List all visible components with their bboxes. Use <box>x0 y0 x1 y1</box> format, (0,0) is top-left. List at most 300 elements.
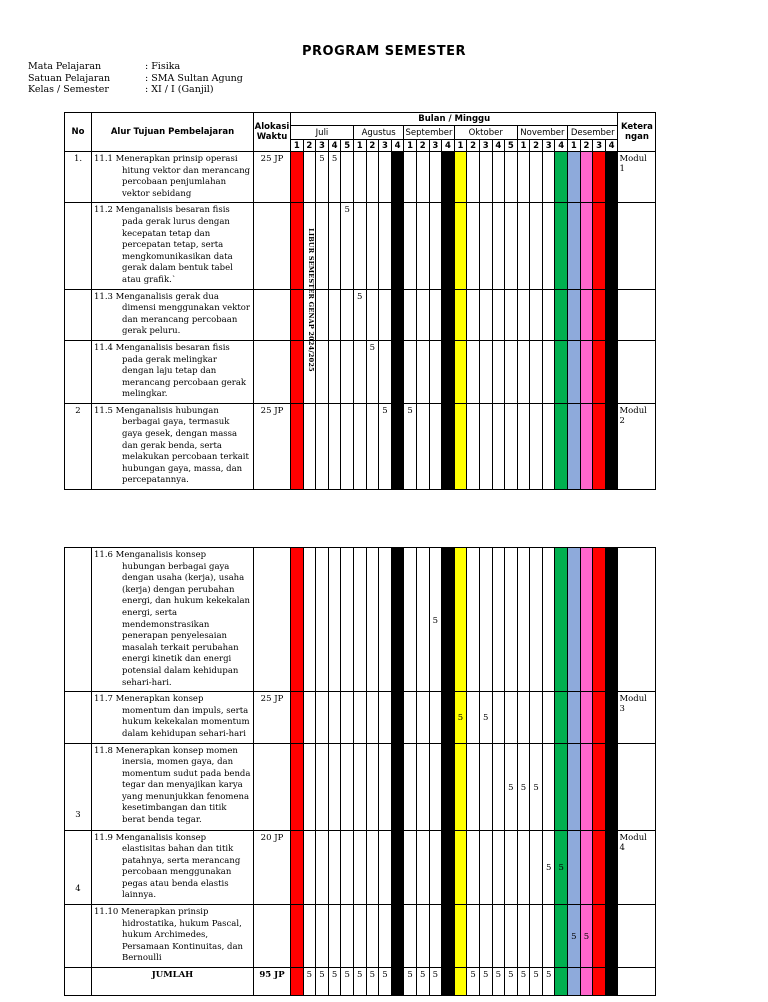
module-note: Modul 2 <box>618 403 656 489</box>
schedule-mark: 5 <box>391 403 404 489</box>
week-cell <box>542 905 555 968</box>
week-cell <box>467 340 480 403</box>
row-number <box>65 548 92 692</box>
week-cell <box>517 905 530 968</box>
week-cell <box>593 340 606 403</box>
week-cell <box>303 548 316 692</box>
info-label: Mata Pelajaran <box>28 61 102 72</box>
week-cell <box>404 905 417 968</box>
week-cell <box>404 548 417 692</box>
learning-goal: 11.10 Menerapkan prinsip hidrostatika, hukum Pascal, hukum Archimedes, Persamaan Kontinuitas, dan Bernoulli <box>92 905 254 968</box>
week-cell <box>454 340 467 403</box>
week-cell <box>568 152 581 203</box>
week-cell <box>429 830 442 905</box>
week-cell <box>530 340 543 403</box>
week-cell <box>353 152 366 203</box>
week-cell <box>429 289 442 340</box>
row-number <box>65 905 92 968</box>
week-cell <box>366 905 379 968</box>
week-cell <box>580 289 593 340</box>
week-cell <box>404 692 417 743</box>
week-cell <box>366 152 379 203</box>
schedule-mark: 5 <box>505 743 518 830</box>
week-cell <box>303 743 316 830</box>
total-mark: 5 <box>492 968 505 996</box>
week-cell <box>442 692 455 743</box>
week-header: 2 <box>416 140 429 152</box>
week-cell <box>492 152 505 203</box>
week-cell <box>303 830 316 905</box>
week-cell <box>416 403 429 489</box>
learning-goal: 11.3 Menganalisis gerak dua dimensi menggunakan vektor dan merancang percobaan gerak peluru. <box>92 289 254 340</box>
week-cell <box>341 830 354 905</box>
total-blank <box>65 968 92 996</box>
table-row <box>65 830 656 905</box>
week-cell <box>454 905 467 968</box>
week-header: 5 <box>505 140 518 152</box>
holiday-label: LIBUR SEMESTER GENAP 2024/2025 <box>307 228 315 372</box>
week-cell <box>341 692 354 743</box>
info-label: Kelas / Semester <box>28 84 109 95</box>
total-mark: 5 <box>341 968 354 996</box>
module-note <box>618 548 656 692</box>
table-row <box>65 905 656 968</box>
week-cell <box>530 289 543 340</box>
learning-goal: 11.2 Menganalisis besaran fisis pada gerak lurus dengan kecepatan tetap dan percepatan tetap, serta mengkomunikasikan data gerak dalam bentuk tabel atau grafik.` <box>92 203 254 289</box>
week-cell <box>404 340 417 403</box>
row-number <box>65 340 92 403</box>
week-cell <box>479 403 492 489</box>
week-header: 1 <box>454 140 467 152</box>
week-cell <box>555 203 568 289</box>
week-cell <box>404 743 417 830</box>
month-header: Juli <box>291 126 354 140</box>
week-cell <box>328 548 341 692</box>
week-cell <box>517 548 530 692</box>
week-header: 2 <box>530 140 543 152</box>
week-cell <box>379 830 392 905</box>
week-header: 3 <box>316 140 329 152</box>
week-cell <box>328 905 341 968</box>
week-cell <box>580 203 593 289</box>
learning-goal: 11.4 Menganalisis besaran fisis pada gerak melingkar dengan laju tetap dan merancang percobaan gerak melingkar. <box>92 340 254 403</box>
week-cell <box>404 152 417 203</box>
week-cell <box>530 203 543 289</box>
week-cell <box>542 203 555 289</box>
week-cell <box>593 905 606 968</box>
schedule-mark: 5 <box>353 289 366 340</box>
week-cell <box>555 289 568 340</box>
total-mark: 5 <box>366 968 379 996</box>
total-mark: 5 <box>303 968 316 996</box>
week-cell <box>379 152 392 203</box>
week-cell <box>291 403 304 489</box>
table-row <box>65 403 656 489</box>
learning-goal: 11.8 Menerapkan konsep momen inersia, momen gaya, dan momentum sudut pada benda tegar dan menyajikan karya yang menunjukkan fenomena kesetimbangan dan titik berat benda tegar. <box>92 743 254 830</box>
week-cell <box>416 152 429 203</box>
week-cell <box>379 905 392 968</box>
week-cell <box>442 905 455 968</box>
week-cell <box>379 340 392 403</box>
week-cell <box>542 548 555 692</box>
week-cell <box>593 403 606 489</box>
row-number: 3 <box>65 743 92 830</box>
week-header: 4 <box>328 140 341 152</box>
table-row <box>65 289 656 340</box>
week-cell <box>605 403 618 489</box>
row-number <box>65 289 92 340</box>
week-cell <box>391 830 404 905</box>
week-cell <box>328 203 341 289</box>
week-cell <box>555 340 568 403</box>
week-cell <box>530 403 543 489</box>
info-value: : XI / I (Ganjil) <box>145 84 214 95</box>
week-cell <box>303 152 316 203</box>
week-cell <box>353 692 366 743</box>
week-cell <box>568 289 581 340</box>
total-week-cell <box>568 968 581 996</box>
row-number <box>65 203 92 289</box>
total-mark: 5 <box>467 968 480 996</box>
alokasi-header: Alokasi Waktu <box>254 113 291 152</box>
week-cell <box>555 548 568 692</box>
week-cell <box>517 403 530 489</box>
week-cell <box>542 340 555 403</box>
total-mark: 5 <box>530 968 543 996</box>
week-cell <box>404 289 417 340</box>
time-allocation: 20 JP <box>254 830 291 905</box>
week-cell <box>391 152 404 203</box>
week-cell <box>353 548 366 692</box>
week-cell <box>605 692 618 743</box>
week-cell <box>416 203 429 289</box>
row-number: 1. <box>65 152 92 203</box>
week-cell <box>416 289 429 340</box>
week-cell <box>530 548 543 692</box>
week-cell <box>479 152 492 203</box>
week-cell <box>366 548 379 692</box>
week-cell <box>568 340 581 403</box>
week-cell <box>366 743 379 830</box>
time-allocation: 25 JP <box>254 152 291 203</box>
table-row <box>65 548 656 692</box>
week-cell <box>467 289 480 340</box>
week-cell <box>492 340 505 403</box>
week-cell <box>328 830 341 905</box>
table-row <box>65 340 656 403</box>
week-cell <box>316 692 329 743</box>
total-mark: 5 <box>353 968 366 996</box>
week-header: 1 <box>291 140 304 152</box>
week-header: 3 <box>429 140 442 152</box>
week-cell <box>379 203 392 289</box>
week-cell <box>416 548 429 692</box>
week-cell <box>341 403 354 489</box>
total-time: 95 JP <box>254 968 291 996</box>
learning-goal: 11.9 Menganalisis konsep elastisitas bahan dan titik patahnya, serta merancang percobaan menggunakan pegas atau benda elastis lainnya. <box>92 830 254 905</box>
total-week-cell <box>555 968 568 996</box>
week-cell <box>429 152 442 203</box>
schedule-mark: 5 <box>568 905 581 968</box>
week-cell <box>605 548 618 692</box>
week-cell <box>467 905 480 968</box>
week-cell <box>303 905 316 968</box>
week-cell <box>291 152 304 203</box>
week-cell <box>505 403 518 489</box>
week-cell <box>429 340 442 403</box>
week-cell <box>568 403 581 489</box>
week-cell <box>542 152 555 203</box>
week-cell <box>454 743 467 830</box>
week-cell <box>568 743 581 830</box>
week-cell <box>442 403 455 489</box>
week-cell <box>379 289 392 340</box>
week-cell <box>353 830 366 905</box>
row-number: 4 <box>65 830 92 905</box>
week-cell <box>517 203 530 289</box>
total-mark: 5 <box>429 968 442 996</box>
module-note <box>618 340 656 403</box>
schedule-mark: 5 <box>530 743 543 830</box>
week-cell <box>391 203 404 289</box>
time-allocation <box>254 548 291 692</box>
week-cell <box>467 548 480 692</box>
week-cell <box>391 743 404 830</box>
week-cell <box>505 152 518 203</box>
week-header: 4 <box>391 140 404 152</box>
week-cell <box>492 743 505 830</box>
week-cell <box>467 692 480 743</box>
page-title: PROGRAM SEMESTER <box>302 44 466 59</box>
row-number <box>65 692 92 743</box>
week-header: 1 <box>568 140 581 152</box>
week-cell <box>316 203 329 289</box>
module-note: Modul 1 <box>618 152 656 203</box>
total-row <box>65 968 656 996</box>
row-number: 2 <box>65 403 92 489</box>
total-week-cell <box>605 968 618 996</box>
week-cell <box>580 403 593 489</box>
week-cell <box>328 692 341 743</box>
week-header: 1 <box>353 140 366 152</box>
week-cell <box>316 830 329 905</box>
week-header: 2 <box>303 140 316 152</box>
week-cell <box>542 743 555 830</box>
week-cell <box>555 905 568 968</box>
month-header: November <box>517 126 567 140</box>
week-cell <box>542 403 555 489</box>
total-mark: 5 <box>416 968 429 996</box>
week-cell <box>593 692 606 743</box>
week-cell <box>492 403 505 489</box>
total-mark: 5 <box>404 968 417 996</box>
week-cell <box>605 905 618 968</box>
week-cell <box>291 692 304 743</box>
week-cell <box>605 289 618 340</box>
week-cell <box>580 340 593 403</box>
week-cell <box>479 830 492 905</box>
week-cell <box>542 692 555 743</box>
week-header: 2 <box>580 140 593 152</box>
total-note <box>618 968 656 996</box>
week-header: 3 <box>379 140 392 152</box>
week-cell <box>542 289 555 340</box>
week-cell <box>416 905 429 968</box>
week-cell <box>580 692 593 743</box>
week-cell <box>517 692 530 743</box>
week-cell <box>353 743 366 830</box>
week-cell <box>568 203 581 289</box>
week-cell <box>404 830 417 905</box>
week-cell <box>605 743 618 830</box>
week-cell <box>391 905 404 968</box>
info-value: : Fisika <box>145 61 181 72</box>
week-cell <box>366 203 379 289</box>
week-cell <box>479 340 492 403</box>
module-note <box>618 289 656 340</box>
total-mark: 5 <box>505 968 518 996</box>
week-cell <box>404 203 417 289</box>
week-cell <box>316 403 329 489</box>
schedule-mark: 5 <box>379 403 392 489</box>
week-cell <box>605 830 618 905</box>
time-allocation: 25 JP <box>254 692 291 743</box>
week-cell <box>479 289 492 340</box>
schedule-mark: 5 <box>429 548 442 692</box>
week-header: 1 <box>517 140 530 152</box>
week-cell <box>568 830 581 905</box>
week-cell <box>593 743 606 830</box>
week-cell <box>442 152 455 203</box>
table-row <box>65 203 656 289</box>
learning-goal: 11.6 Menganalisis konsep hubungan berbagai gaya dengan usaha (kerja), usaha (kerja) dengan perubahan energi, dan hukum kekekalan energi, serta mendemonstrasikan penerapan penyelesaian masalah terkait perubahan energi kinetik dan energi potensial dalam kehidupan sehari-hari. <box>92 548 254 692</box>
module-note <box>618 905 656 968</box>
time-allocation <box>254 743 291 830</box>
week-cell <box>530 905 543 968</box>
week-cell <box>416 340 429 403</box>
week-cell <box>341 340 354 403</box>
week-cell <box>341 548 354 692</box>
week-cell <box>291 743 304 830</box>
schedule-mark: 5 <box>328 152 341 203</box>
week-cell <box>517 340 530 403</box>
week-cell <box>530 152 543 203</box>
module-note <box>618 203 656 289</box>
keterangan-header: Ketera ngan <box>618 113 656 152</box>
week-cell <box>303 692 316 743</box>
week-cell <box>379 692 392 743</box>
week-cell <box>379 548 392 692</box>
week-cell <box>366 692 379 743</box>
week-header: 3 <box>479 140 492 152</box>
time-allocation: 25 JP <box>254 403 291 489</box>
week-cell <box>341 152 354 203</box>
week-cell <box>316 905 329 968</box>
month-header: September <box>405 127 453 138</box>
total-week-cell <box>442 968 455 996</box>
schedule-mark: 5 <box>542 830 555 905</box>
week-cell <box>517 289 530 340</box>
week-cell <box>316 743 329 830</box>
week-cell <box>568 692 581 743</box>
week-cell <box>429 743 442 830</box>
module-note <box>618 743 656 830</box>
total-mark: 5 <box>542 968 555 996</box>
week-cell <box>555 152 568 203</box>
week-cell <box>454 203 467 289</box>
week-cell <box>416 743 429 830</box>
week-header: 5 <box>341 140 354 152</box>
week-header: 1 <box>404 140 417 152</box>
week-cell <box>429 403 442 489</box>
week-cell <box>442 340 455 403</box>
module-note: Modul 4 <box>618 830 656 905</box>
week-cell <box>454 403 467 489</box>
week-cell <box>479 905 492 968</box>
week-cell <box>505 289 518 340</box>
schedule-mark: 5 <box>454 692 467 743</box>
total-mark: 5 <box>328 968 341 996</box>
week-cell <box>328 743 341 830</box>
week-cell <box>291 830 304 905</box>
week-cell <box>328 340 341 403</box>
time-allocation <box>254 203 291 289</box>
total-label: JUMLAH <box>92 968 254 996</box>
module-note: Modul 3 <box>618 692 656 743</box>
table-row <box>65 692 656 743</box>
week-header: 3 <box>593 140 606 152</box>
week-cell <box>492 203 505 289</box>
week-cell <box>505 203 518 289</box>
week-cell <box>467 830 480 905</box>
total-week-cell <box>454 968 467 996</box>
time-allocation <box>254 905 291 968</box>
week-cell <box>580 548 593 692</box>
schedule-mark: 5 <box>555 830 568 905</box>
total-mark: 5 <box>316 968 329 996</box>
schedule-mark: 5 <box>479 692 492 743</box>
week-header: 2 <box>366 140 379 152</box>
table-row <box>65 152 656 203</box>
total-week-cell <box>291 968 304 996</box>
week-cell <box>517 830 530 905</box>
week-cell <box>593 548 606 692</box>
learning-goal: 11.7 Menerapkan konsep momentum dan impuls, serta hukum kekekalan momentum dalam kehidupan sehari-hari <box>92 692 254 743</box>
schedule-mark: 5 <box>442 548 455 692</box>
week-cell <box>593 830 606 905</box>
week-cell <box>429 692 442 743</box>
total-mark: 5 <box>479 968 492 996</box>
week-cell <box>442 830 455 905</box>
week-cell <box>353 340 366 403</box>
schedule-mark: 5 <box>580 905 593 968</box>
semester-program-table <box>64 112 656 490</box>
week-cell <box>505 692 518 743</box>
week-cell <box>416 692 429 743</box>
week-cell <box>366 289 379 340</box>
week-cell <box>429 905 442 968</box>
week-cell <box>303 403 316 489</box>
no-header: No <box>65 113 92 152</box>
week-cell <box>391 289 404 340</box>
week-cell <box>454 289 467 340</box>
week-cell <box>391 692 404 743</box>
week-cell <box>580 152 593 203</box>
week-cell <box>555 403 568 489</box>
week-header: 4 <box>492 140 505 152</box>
week-cell <box>353 905 366 968</box>
week-cell <box>505 340 518 403</box>
